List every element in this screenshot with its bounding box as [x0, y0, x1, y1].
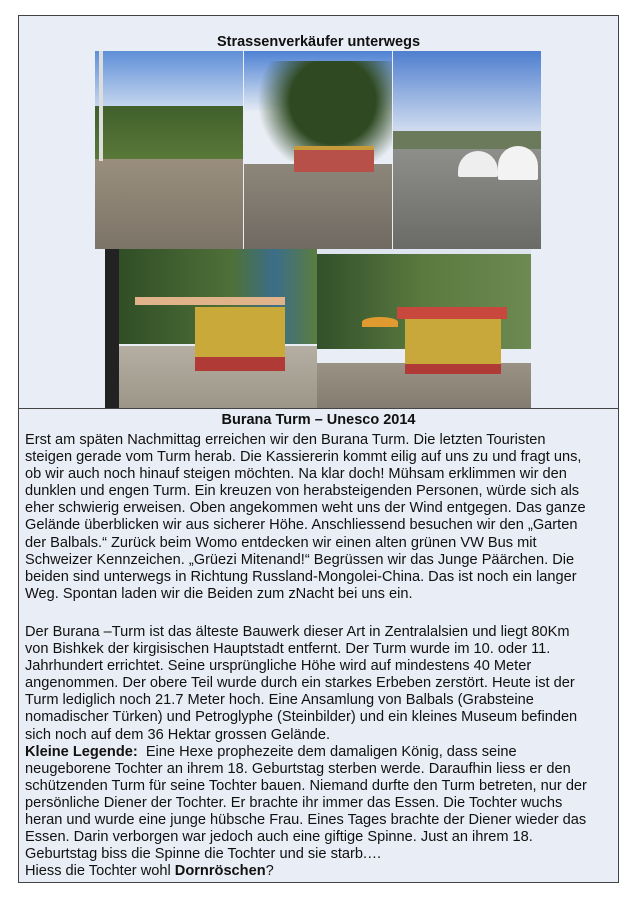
- text-line: angenommen. Der obere Teil wurde durch ein starkes Erbeben zerstört. Heute ist der: [25, 675, 575, 692]
- section-heading: Burana Turm – Unesco 2014: [221, 412, 416, 428]
- legend-first-line: [25, 744, 619, 761]
- text-line: persönliche Diener der Tochter. Er brachte ihr immer das Essen. Die Tochter wuchs: [25, 794, 563, 811]
- text-line: Turm lediglich noch 21.7 Meter hoch. Eine Ansamlung von Balbals (Grabsteine: [25, 692, 534, 709]
- photos-heading: Strassenverkäufer unterwegs: [216, 34, 421, 50]
- paragraph-visit: [25, 432, 619, 603]
- legend-text: Eine Hexe prophezeite dem damaligen König, dass seine: [137, 743, 517, 760]
- text-line: dunklen und engen Turm. Ein kreuzen von herabsteigenden Personen, würde sich als: [25, 483, 580, 500]
- text-line: ob wir auch noch hinauf steigen möchten. Na klar doch! Mühsam erklimmen wir den: [25, 466, 567, 483]
- text-line: Der Burana –Turm ist das älteste Bauwerk dieser Art in Zentralalsien und liegt 80Km: [25, 624, 570, 640]
- text-line: eher schwierig erweisen. Oben angekommen weht uns der Wind entgegen. Das ganze: [25, 500, 586, 517]
- text-line: heran und wurde eine junge hübsche Frau. Eines Tages brachte der Diener wieder das: [25, 812, 587, 829]
- text-line: steigen gerade vom Turm herab. Die Kassiererin kommt eilig auf uns zu und fragt uns,: [25, 449, 582, 466]
- text-line: von Bishkek der kirgisischen Hauptstadt entfernt. Der Turm wurde im 10. oder 11.: [25, 641, 551, 658]
- text-line: Essen. Darin verborgen war jedoch auch eine giftige Spinne. Just an ihrem 18.: [25, 829, 533, 846]
- closing-mark: ?: [265, 863, 274, 880]
- photo-basket-stall: [105, 249, 317, 408]
- text-line: beiden sind unterwegs in Richtung Russland-Mongolei-China. Das ist noch ein langer: [25, 568, 577, 585]
- paragraph-history: [25, 624, 619, 880]
- text-line: schützenden Turm für seine Tochter bauen. Niemand durfte den Turm betreten, nur der: [25, 777, 587, 794]
- photo-roadside-stalls-2: [244, 51, 392, 249]
- text-line: der Balbals.“ Zurück beim Womo entdecken wir einen alten grünen VW Bus mit: [25, 534, 537, 551]
- text-line: neugeborene Tochter an ihrem 18. Geburtstag sterben werde. Daraufhin liess er den: [25, 760, 571, 777]
- text-line: Weg. Spontan laden wir die Beiden zum zNacht bei uns ein.: [25, 585, 413, 602]
- text-line: Gelände überblicken wir aus sicherer Höhe. Anschliessend besuchen wir den „Garten: [25, 517, 578, 534]
- closing-bold: Dornröschen: [174, 863, 266, 880]
- photo-yurts: [393, 51, 541, 249]
- text-line: Schweizer Kennzeichen. „Grüezi Mitenand!“ Begrüssen wir das Junge Päärchen. Die: [25, 551, 575, 568]
- photo-roadside-kiosk: [317, 249, 531, 408]
- legend-label: Kleine Legende:: [25, 743, 138, 760]
- document-frame: [18, 15, 619, 883]
- text-line: Geburtstag biss die Spinne die Tochter und sie starb.…: [25, 846, 382, 863]
- text-line: sich noch auf dem 36 Hektar grossen Gelände.: [25, 726, 331, 743]
- section-divider: [19, 408, 618, 409]
- closing-text: Hiess die Tochter wohl: [25, 863, 175, 880]
- text-line: Erst am späten Nachmittag erreichen wir den Burana Turm. Die letzten Touristen: [25, 432, 546, 448]
- text-line: nomadischer Türken) und Petroglyphe (Steinbilder) und ein kleines Museum befinden: [25, 709, 578, 726]
- photo-roadside-stalls-1: [95, 51, 243, 249]
- text-line: Jahrhundert errichtet. Seine ursprüngliche Höhe wird auf mindestens 40 Meter: [25, 658, 532, 675]
- closing-question: [25, 863, 619, 880]
